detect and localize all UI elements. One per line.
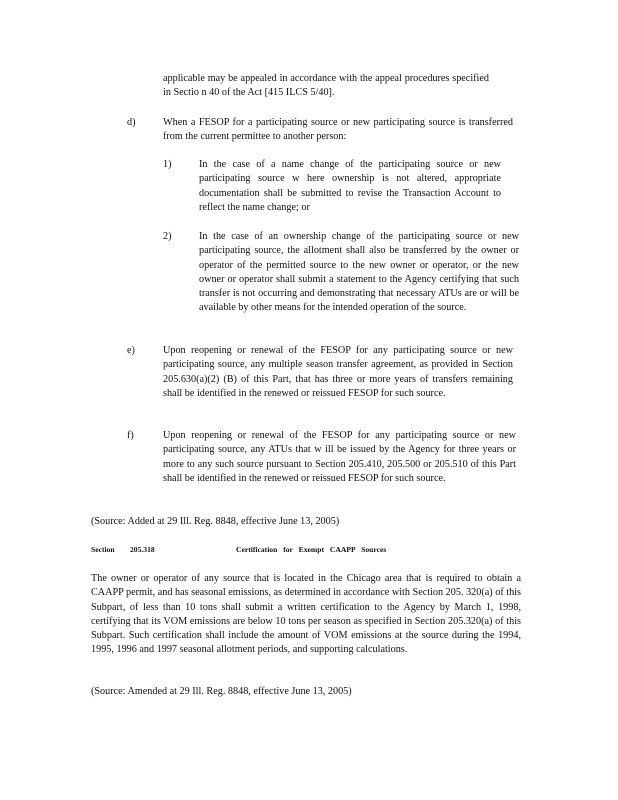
continuation-paragraph: applicable may be appealed in accordance with the appeal procedures specified in Sectio n 40 of the Act [415 ILCS 5/40].: [163, 73, 489, 99]
item-e-text: Upon reopening or renewal of the FESOP for any participating source or new participating source, any multiple season transfer agreement, as provided in Section 205.630(a)(2) (B) of this Part, that has three or more years of transfers remaining shall be identified in the renewed or reissued FESOP for such source.: [163, 345, 513, 399]
item-d-text: When a FESOP for a participating source or new participating source is transferred from the current permittee to another person:: [163, 117, 513, 143]
section-word: Section: [91, 545, 115, 554]
source-note-2: (Source: Amended at 29 Ill. Reg. 8848, effective June 13, 2005): [91, 686, 352, 697]
section-title: Certification for Exempt CAAPP Sources: [236, 545, 387, 554]
subitem-2-label: 2): [163, 231, 172, 242]
item-f-text: Upon reopening or renewal of the FESOP for any participating source or new participating source, any ATUs that w ill be issued by the Agency for three years or more to any such source pursuant to Section 205.410, 205.500 or 205.510 of this Part shall be identified in the renewed or reissued FESOP for such source.: [163, 430, 516, 484]
subitem-1-text: In the case of a name change of the participating source or new participating source w here ownership is not altered, appropriate documentation shall be submitted to revise the Transaction Account to reflect the name change; or: [199, 159, 501, 213]
subitem-2-text: In the case of an ownership change of the participating source or new participating source, the allotment shall also be transferred by the owner or operator of the permitted source to the new owner or operator, or the new owner or operator shall submit a statement to the Agency certifying that such transfer is not occurring and demonstrating that necessary ATUs are or will be available by other means for the intended operation of the source.: [199, 231, 519, 314]
item-e-label: e): [127, 345, 135, 356]
section-number: 205.318: [130, 545, 155, 554]
subitem-1-label: 1): [163, 159, 172, 170]
item-f-label: f): [127, 430, 134, 441]
source-note-1: (Source: Added at 29 Ill. Reg. 8848, effective June 13, 2005): [91, 516, 340, 527]
section-body-paragraph: The owner or operator of any source that is located in the Chicago area that is required to obtain a CAAPP permit, and has seasonal emissions, as determined in accordance with Section 205. 320(a) of this Subpart, of less than 10 tons shall submit a written certification to the Agency by March 1, 1998, certifying that its VOM emissions are below 10 tons per season as specified in Section 205.320(a) of this Subpart. Such certification shall include the amount of VOM emissions at the source during the 1994, 1995, 1996 and 1997 seasonal allotment periods, and supporting calculations.: [91, 573, 521, 656]
item-d-label: d): [127, 117, 136, 128]
